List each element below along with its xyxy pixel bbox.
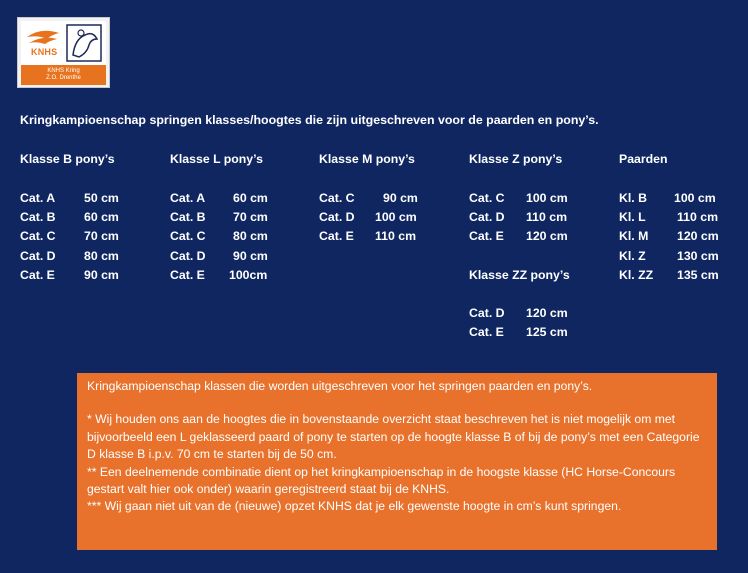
column-klasse-l [170, 151, 300, 285]
column-title: Klasse Z pony’s [469, 152, 563, 166]
horse-rider-icon [21, 21, 106, 65]
table-row [619, 247, 739, 266]
table-row [170, 227, 300, 246]
table-row [469, 304, 609, 323]
cat-label: Cat. B [20, 210, 56, 225]
table-row [469, 189, 609, 208]
column-klasse-z [469, 151, 609, 342]
height-value: 125 cm [526, 324, 568, 339]
note-3: *** Wij gaan niet uit van de (nieuwe) opzet KNHS dat je elk gewenste hoogte in cm’s kunt springen. [87, 499, 622, 514]
height-value: 110 cm [526, 210, 568, 225]
height-value: 70 cm [233, 210, 268, 225]
cat-label: Cat. D [469, 210, 505, 225]
logo-line-1: KNHS Kring [47, 68, 80, 74]
cat-label: Kl. L [619, 210, 646, 225]
cat-label: Kl. B [619, 191, 648, 205]
table-row [619, 227, 739, 246]
height-value: 80 cm [84, 248, 119, 263]
height-value: 100 cm [674, 191, 716, 205]
cat-label: Cat. D [319, 210, 355, 225]
column-title-zz: Klasse ZZ pony’s [469, 267, 570, 282]
column-title: Klasse M pony’s [319, 152, 415, 166]
column-klasse-b [20, 151, 150, 285]
cat-label: Cat. E [20, 267, 55, 282]
cat-label: Cat. A [20, 191, 56, 205]
height-value: 60 cm [233, 191, 268, 205]
notes-heading: Kringkampioenschap klassen die worden uitgeschreven voor het springen paarden en pony’s. [87, 379, 593, 393]
table-row [20, 247, 150, 266]
cat-label: Cat. D [20, 248, 56, 263]
knhs-logo [17, 17, 110, 88]
column-paarden [619, 151, 739, 285]
table-row [20, 227, 150, 246]
column-klasse-m [319, 151, 459, 247]
cat-label: Cat. E [319, 229, 354, 244]
height-value: 90 cm [233, 248, 268, 263]
table-row [170, 189, 300, 208]
logo-brand: KNHS [31, 47, 58, 57]
notes-box [77, 373, 717, 550]
logo-line-2: Z.O. Drenthe [46, 75, 81, 81]
table-row [469, 208, 609, 227]
table-row [619, 266, 739, 285]
table-row [170, 247, 300, 266]
height-value: 120 cm [677, 229, 719, 244]
column-title: Paarden [619, 152, 668, 166]
cat-label: Cat. C [319, 191, 355, 205]
column-title: Klasse L pony’s [170, 152, 263, 166]
table-row [170, 208, 300, 227]
table-row [619, 208, 739, 227]
note-2: ** Een deelnemende combinatie dient op het kringkampioenschap in de hoogste klasse (HC Horse-Concours gestart valt hier ook onder) waarin geregistreerd staat bij de KNHS. [87, 464, 676, 497]
table-row [469, 227, 609, 246]
cat-label: Cat. C [20, 229, 56, 244]
cat-label: Cat. C [469, 191, 505, 205]
height-value: 50 cm [84, 191, 119, 205]
cat-label: Cat. D [170, 248, 206, 263]
cat-label: Cat. B [170, 210, 206, 225]
table-row [469, 323, 609, 342]
height-value: 135 cm [677, 267, 719, 282]
intro-text: Kringkampioenschap springen klasses/hoogtes die zijn uitgeschreven voor de paarden en pony’s. [20, 113, 599, 127]
height-value: 100cm [229, 267, 268, 282]
table-row [319, 208, 459, 227]
cat-label: Cat. C [170, 229, 206, 244]
table-row [20, 266, 150, 285]
cat-label: Cat. A [170, 191, 206, 205]
table-row [319, 227, 459, 246]
column-title: Klasse B pony’s [20, 152, 115, 166]
cat-label: Kl. M [619, 229, 649, 244]
height-value: 90 cm [383, 191, 418, 205]
cat-label: Cat. E [469, 324, 504, 339]
height-value: 130 cm [677, 248, 719, 263]
cat-label: Cat. D [469, 305, 505, 320]
height-value: 60 cm [84, 210, 119, 225]
height-value: 90 cm [84, 267, 119, 282]
height-value: 120 cm [526, 229, 568, 244]
table-row [20, 189, 150, 208]
table-row [619, 189, 739, 208]
logo-caption [21, 65, 106, 85]
height-value: 120 cm [526, 305, 568, 320]
height-value: 100 cm [526, 191, 568, 205]
height-value: 80 cm [233, 229, 268, 244]
cat-label: Kl. Z [619, 248, 646, 263]
height-value: 110 cm [677, 210, 719, 225]
table-row [20, 208, 150, 227]
table-row [319, 189, 459, 208]
cat-label: Kl. ZZ [619, 267, 654, 282]
cat-label: Cat. E [170, 267, 205, 282]
note-1: * Wij houden ons aan de hoogtes die in bovenstaande overzicht staat beschreven het is niet mogelijk om met bijvoorbeeld een L geklasseerd paard of pony te starten op de hoogte klasse B of bij de pony’s met een Categorie D klasse B i.p.v. 70 cm te starten bij de 50 cm. [87, 412, 700, 462]
height-value: 100 cm [375, 210, 417, 225]
height-value: 110 cm [375, 229, 417, 244]
logo-emblem [21, 21, 106, 65]
cat-label: Cat. E [469, 229, 504, 244]
table-row [170, 266, 300, 285]
height-value: 70 cm [84, 229, 119, 244]
